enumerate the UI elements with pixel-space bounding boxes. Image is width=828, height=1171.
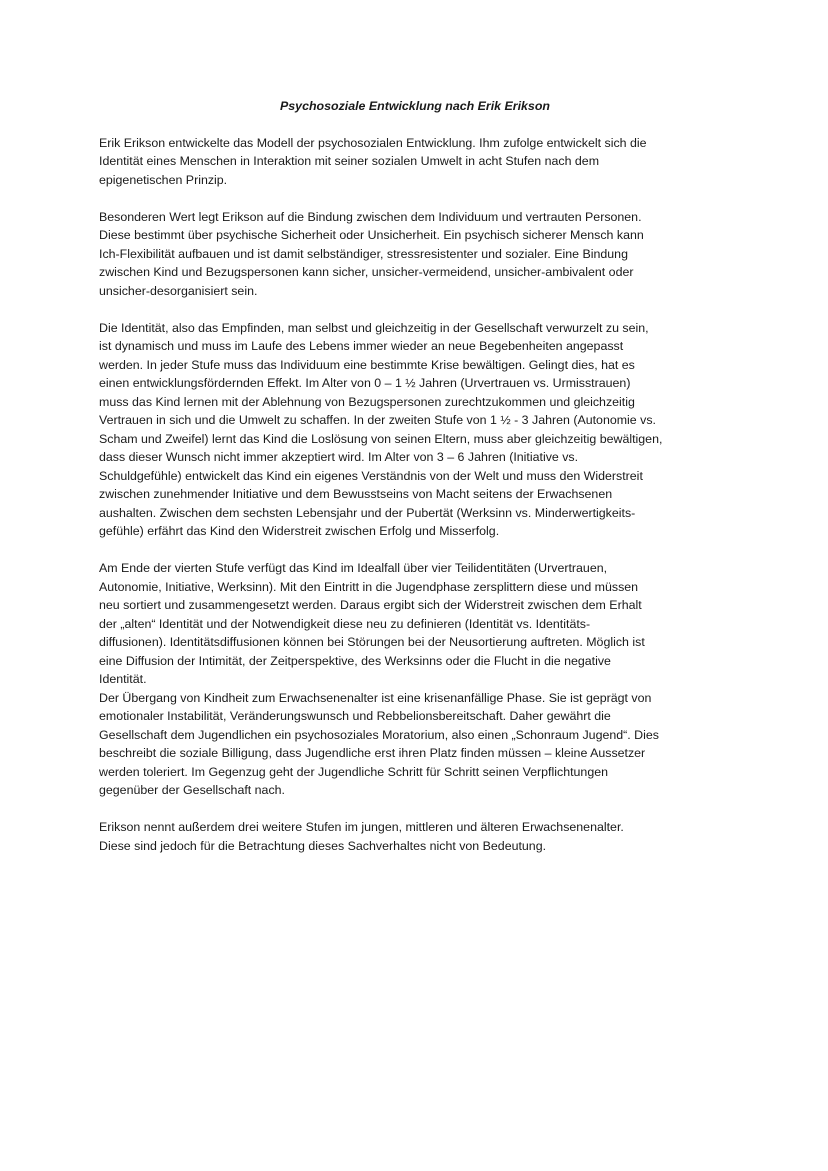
text-line: epigenetischen Prinzip.	[99, 172, 228, 187]
text-line: gegenüber der Gesellschaft nach.	[99, 783, 285, 797]
text-line: Diese sind jedoch für die Betrachtung dieses Sachverhaltes nicht von Bedeutung.	[99, 838, 547, 853]
text-line: Autonomie, Initiative, Werksinn). Mit den Eintritt in die Jugendphase zersplittern diese und müssen	[99, 579, 639, 594]
text-line: Erikson nennt außerdem drei weitere Stufen im jungen, mittleren und älteren Erwachsenenalter.	[99, 820, 624, 834]
document-body	[99, 97, 731, 855]
text-line: Besonderen Wert legt Erikson auf die Bindung zwischen dem Individuum und vertrauten Personen.	[99, 209, 642, 224]
text-line: eine Diffusion der Intimität, der Zeitperspektive, des Werksinns oder die Flucht in die negative	[99, 653, 611, 668]
paragraph-identitaet	[99, 319, 731, 541]
text-line: neu sortiert und zusammengesetzt werden. Daraus ergibt sich der Widerstreit zwischen dem Erhalt	[99, 598, 642, 612]
text-line: zwischen Kind und Bezugspersonen kann sicher, unsicher-vermeidend, unsicher-ambivalent oder	[99, 265, 634, 279]
text-line: unsicher-desorganisiert sein.	[99, 283, 258, 298]
text-line: emotionaler Instabilität, Veränderungswunsch und Rebbelionsbereitschaft. Daher gewährt die	[99, 709, 611, 723]
text-line: diffusionen). Identitätsdiffusionen können bei Störungen bei der Neusortierung auftreten. Möglich ist	[99, 635, 645, 649]
text-line: Identität eines Menschen in Interaktion mit seiner sozialen Umwelt in acht Stufen nach dem	[99, 154, 600, 168]
text-line: beschreibt die soziale Billigung, dass Jugendliche erst ihren Platz finden müssen – kleine Aussetzer	[99, 746, 646, 760]
text-line: gefühle) erfährt das Kind den Widerstreit zwischen Erfolg und Misserfolg.	[99, 524, 500, 538]
paragraph-intro	[99, 134, 731, 190]
text-line: Der Übergang von Kindheit zum Erwachsenenalter ist eine krisenanfällige Phase. Sie ist geprägt von	[99, 690, 652, 705]
text-line: Identität.	[99, 672, 147, 686]
text-line: aushalten. Zwischen dem sechsten Lebensjahr und der Pubertät (Werksinn vs. Minderwertigkeits-	[99, 505, 636, 520]
text-line: muss das Kind lernen mit der Ablehnung von Bezugspersonen zurechtzukommen und gleichzeitig	[99, 394, 635, 409]
paragraph-bindung	[99, 208, 731, 301]
text-line: Schuldgefühle) entwickelt das Kind ein eigenes Verständnis von der Welt und muss den Widerstreit	[99, 468, 643, 483]
text-line: dass dieser Wunsch nicht immer akzeptiert wird. Im Alter von 3 – 6 Jahren (Initiative vs.	[99, 450, 579, 464]
text-line: Scham und Zweifel) lernt das Kind die Loslösung von seinen Eltern, muss aber gleichzeitig bewältigen,	[99, 431, 663, 446]
text-line: zwischen zunehmender Initiative und dem Bewusstseins von Macht seitens der Erwachsenen	[99, 487, 613, 501]
text-line: ist dynamisch und muss im Laufe des Lebens immer wieder an neue Begebenheiten angepasst	[99, 339, 624, 353]
text-line: werden toleriert. Im Gegenzug geht der Jugendliche Schritt für Schritt seinen Verpflichtungen	[99, 764, 608, 779]
paragraph-uebergang	[99, 689, 731, 800]
text-line: Diese bestimmt über psychische Sicherheit oder Unsicherheit. Ein psychisch sicherer Mensch kann	[99, 228, 644, 242]
text-line: Erik Erikson entwickelte das Modell der psychosozialen Entwicklung. Ihm zufolge entwickelt sich die	[99, 135, 647, 150]
document-title: Psychosoziale Entwicklung nach Erik Erikson	[280, 99, 550, 113]
text-line: Am Ende der vierten Stufe verfügt das Kind im Idealfall über vier Teilidentitäten (Urvertrauen,	[99, 561, 608, 575]
text-line: werden. In jeder Stufe muss das Individuum eine bestimmte Krise bewältigen. Gelingt dies, hat es	[99, 357, 635, 372]
text-line: einen entwicklungsfördernden Effekt. Im Alter von 0 – 1 ½ Jahren (Urvertrauen vs. Urmisstrauen)	[99, 376, 631, 390]
text-line: Gesellschaft dem Jugendlichen ein psychosoziales Moratorium, also einen „Schonraum Jugend“. Dies	[99, 727, 659, 742]
text-line: der „alten“ Identität und der Notwendigkeit diese neu zu definieren (Identität vs. Identitäts-	[99, 616, 591, 631]
text-line: Die Identität, also das Empfinden, man selbst und gleichzeitig in der Gesellschaft verwurzelt zu sein,	[99, 320, 649, 335]
paragraph-teilidentitaeten	[99, 559, 731, 689]
text-line: Ich-Flexibilität aufbauen und ist damit selbständiger, stressresistenter und sozialer. Eine Bindung	[99, 246, 628, 261]
text-line: Vertrauen in sich und die Umwelt zu schaffen. In der zweiten Stufe von 1 ½ - 3 Jahren (Autonomie vs.	[99, 413, 656, 427]
paragraph-schluss	[99, 818, 731, 855]
